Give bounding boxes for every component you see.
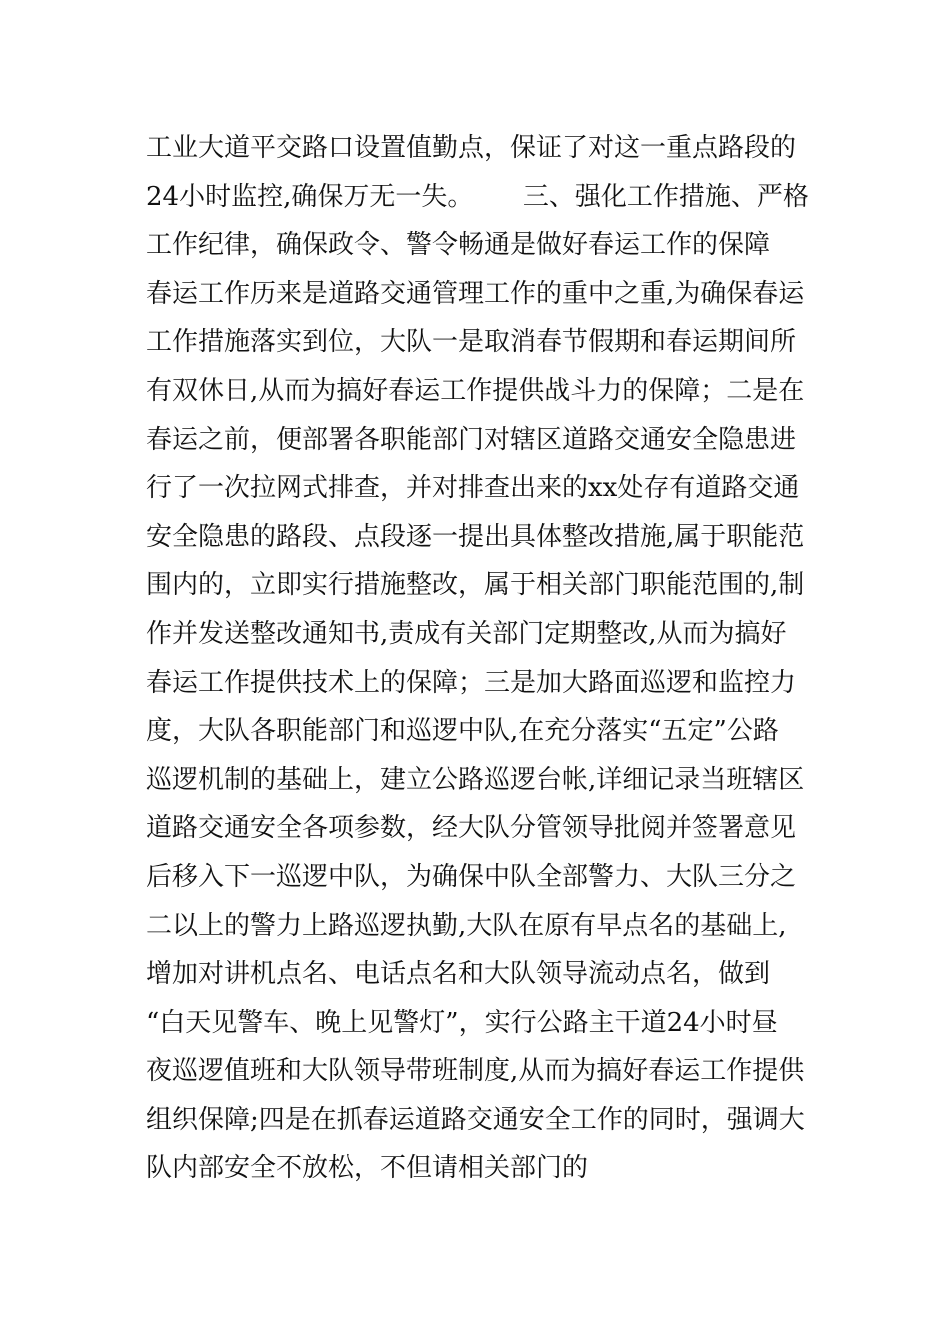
text-line: 夜巡逻值班和大队领导带班制度,从而为搞好春运工作提供 xyxy=(146,1056,805,1087)
text-line: 围内的，立即实行措施整改，属于相关部门职能范围的,制 xyxy=(146,570,805,601)
text-line: 行了一次拉网式排查，并对排查出来的xx处存有道路交通 xyxy=(146,473,800,504)
text-line: 后移入下一巡逻中队，为确保中队全部警力、大队三分之 xyxy=(146,861,797,892)
text-line: “白天见警车、晚上见警灯”，实行公路主干道24小时昼 xyxy=(146,1007,778,1038)
text-line: 作并发送整改通知书,责成有关部门定期整改,从而为搞好 xyxy=(146,618,787,649)
text-line: 24小时监控,确保万无一失。 三、强化工作措施、严格 xyxy=(146,181,809,212)
text-line: 春运工作提供技术上的保障；三是加大路面巡逻和监控力 xyxy=(146,667,797,698)
body-text xyxy=(146,124,816,1193)
text-line: 工业大道平交路口设置值勤点，保证了对这一重点路段的 xyxy=(146,133,797,163)
text-line: 春运工作历来是道路交通管理工作的重中之重,为确保春运 xyxy=(146,278,805,309)
text-line: 组织保障;四是在抓春运道路交通安全工作的同时，强调大 xyxy=(146,1104,805,1135)
text-line: 工作纪律，确保政令、警令畅通是做好春运工作的保障 xyxy=(146,230,771,261)
text-line: 安全隐患的路段、点段逐一提出具体整改措施,属于职能范 xyxy=(146,521,805,552)
text-line: 工作措施落实到位，大队一是取消春节假期和春运期间所 xyxy=(146,327,797,358)
text-line: 春运之前，便部署各职能部门对辖区道路交通安全隐患进 xyxy=(146,424,797,455)
text-line: 巡逻机制的基础上，建立公路巡逻台帐,详细记录当班辖区 xyxy=(146,764,805,795)
text-line: 二以上的警力上路巡逻执勤,大队在原有早点名的基础上, xyxy=(146,910,787,941)
text-line: 增加对讲机点名、电话点名和大队领导流动点名，做到 xyxy=(146,959,771,990)
text-line: 有双休日,从而为搞好春运工作提供战斗力的保障；二是在 xyxy=(146,375,805,406)
text-line: 队内部安全不放松，不但请相关部门的 xyxy=(146,1153,589,1184)
text-line: 度，大队各职能部门和巡逻中队,在充分落实“五定”公路 xyxy=(146,716,779,747)
text-line: 道路交通安全各项参数，经大队分管领导批阅并签署意见 xyxy=(146,813,797,844)
